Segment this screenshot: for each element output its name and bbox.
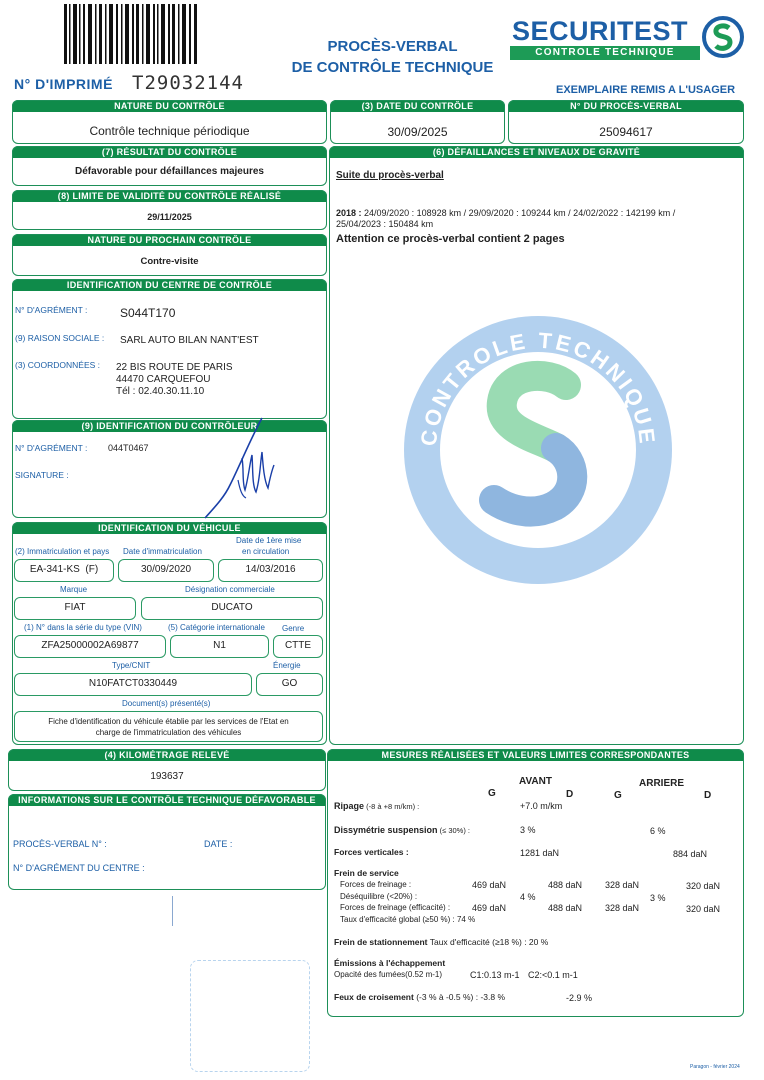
categorie-field [170, 635, 269, 658]
emissions-label: Émissions à l'échappement [334, 958, 446, 968]
genre-value: CTTE [284, 640, 312, 651]
docs-value-line1: Fiche d'identification du véhicule établie par les services de l'Etat en [48, 717, 289, 726]
kilometrage-header: (4) KILOMÉTRAGE RELEVÉ [8, 749, 326, 761]
stationnement-row [334, 937, 548, 947]
ff-arriere-g: 328 daN [605, 880, 640, 890]
premiere-label-1: Date de 1ère mise [236, 536, 302, 545]
controleur-agrement-label: N° D'AGRÉMENT : [15, 443, 88, 453]
forces-v-label: Forces verticales : [334, 847, 409, 857]
date-immat-label: Date d'immatriculation [123, 547, 202, 556]
ffe-arriere-g: 328 daN [605, 903, 640, 913]
controleur-agrement-value: 044T0467 [108, 443, 149, 453]
genre-field [273, 635, 323, 658]
energie-value: GO [281, 678, 298, 689]
dissym-avant: 3 % [520, 825, 536, 835]
ff-avant-g: 469 daN [472, 880, 507, 890]
kilometrage-value: 193637 [150, 771, 184, 782]
document-title-line2: DE CONTRÔLE TECHNIQUE [291, 59, 494, 76]
centre-raison-label: (9) RAISON SOCIALE : [15, 333, 105, 343]
deseq-arriere: 3 % [650, 893, 666, 903]
type-field [14, 673, 252, 696]
imprime-value: T29032144 [132, 72, 244, 94]
centre-coord-line3: Tél : 02.40.30.11.10 [116, 386, 205, 397]
dissym-label: Dissymétrie suspension [334, 825, 438, 835]
defavorable-pv-label: PROCÈS-VERBAL N° : [13, 839, 107, 849]
ffe-avant-g: 469 daN [472, 903, 507, 913]
centre-raison-value: SARL AUTO BILAN NANT'EST [120, 335, 259, 346]
date-controle-header: (3) DATE DU CONTRÔLE [330, 100, 505, 112]
forces-freinage-label: Forces de freinage : [340, 880, 412, 889]
barcode [62, 4, 202, 64]
frein-service-label: Frein de service [334, 868, 399, 878]
exemplaire-label: EXEMPLAIRE REMIS A L'USAGER [556, 84, 736, 96]
dissym-limit: (≤ 30%) : [437, 826, 471, 835]
watermark-top-text: CONTROLE TECHNIQUE [415, 327, 661, 448]
signature-scribble [190, 410, 300, 520]
mesures-header: MESURES RÉALISÉES ET VALEURS LIMITES CORRESPONDANTES [327, 749, 744, 761]
forces-v-arriere: 884 daN [673, 849, 708, 859]
prochain-box [12, 234, 327, 276]
categorie-label: (5) Catégorie internationale [168, 623, 265, 632]
history-line1: 24/09/2020 : 108928 km / 29/09/2020 : 109244 km / 24/02/2022 : 142199 km / [361, 208, 676, 218]
taux-global: Taux d'efficacité global (≥50 %) : 74 % [340, 915, 476, 924]
centre-coord-label: (3) COORDONNÉES : [15, 360, 101, 370]
immat-value: EA-341-KS (F) [29, 564, 99, 575]
type-label: Type/CNIT [112, 661, 151, 670]
document-title-line1: PROCÈS-VERBAL [327, 38, 458, 55]
ff-arriere-d: 320 daN [686, 881, 721, 891]
controleur-signature-label: SIGNATURE : [15, 470, 69, 480]
avant-g-label: G [488, 788, 496, 799]
ffe-avant-d: 488 daN [548, 903, 583, 913]
docs-label: Document(s) présenté(s) [122, 699, 211, 708]
prochain-value: Contre-visite [140, 256, 199, 267]
stationnement-label: Frein de stationnement [334, 937, 428, 947]
premiere-field [218, 559, 323, 582]
defaillances-history [336, 208, 736, 230]
ripage-limit: (-8 à +8 m/km) : [364, 802, 420, 811]
defaillances-suite: Suite du procès-verbal [336, 170, 444, 181]
premiere-value: 14/03/2016 [245, 564, 296, 575]
feux-row [334, 992, 505, 1002]
watermark-bottom-text: SECURITEST [441, 473, 635, 554]
stamp-placeholder [190, 960, 310, 1072]
dissym-row [334, 825, 470, 835]
designation-field [141, 597, 323, 620]
ripage-label: Ripage [334, 801, 365, 811]
num-pv-header: N° DU PROCÈS-VERBAL [508, 100, 744, 112]
defavorable-header: INFORMATIONS SUR LE CONTRÔLE TECHNIQUE DÉFAVORABLE [8, 794, 326, 806]
forces-v-avant: 1281 daN [520, 848, 560, 858]
marque-label: Marque [60, 585, 88, 594]
centre-header: IDENTIFICATION DU CENTRE DE CONTRÔLE [12, 279, 327, 291]
energie-label: Énergie [273, 661, 301, 670]
avant-d-label: D [566, 789, 574, 800]
defaillances-header: (6) DÉFAILLANCES ET NIVEAUX DE GRAVITÉ [329, 146, 744, 158]
feux-label: Feux de croisement [334, 992, 414, 1002]
footer-note: Paragon - février 2024 [690, 1064, 740, 1070]
vin-field [14, 635, 166, 658]
genre-label: Genre [282, 624, 305, 633]
nature-header: NATURE DU CONTRÔLE [12, 100, 327, 112]
opacite-label: Opacité des fumées(0.52 m-1) [334, 970, 443, 979]
limite-box [12, 190, 327, 230]
ffe-arriere-d: 320 daN [686, 904, 721, 914]
limite-header: (8) LIMITE DE VALIDITÉ DU CONTRÔLE RÉALISÉ [12, 190, 327, 202]
vin-value: ZFA25000002A69877 [41, 640, 139, 651]
immat-field [14, 559, 114, 582]
securitest-s-icon [702, 16, 744, 58]
centre-agrement-label: N° D'AGRÉMENT : [15, 305, 88, 315]
controleur-header: (9) IDENTIFICATION DU CONTRÔLEUR [12, 420, 327, 432]
limite-value: 29/11/2025 [147, 212, 192, 222]
marque-field [14, 597, 136, 620]
kilometrage-box [8, 749, 326, 791]
history-line2: 25/04/2023 : 150484 km [336, 219, 434, 229]
ff-avant-d: 488 daN [548, 880, 583, 890]
feux-limit: (-3 % à -0.5 %) : -3.8 % [413, 992, 506, 1002]
vin-label: (1) N° dans la série du type (VIN) [24, 623, 142, 632]
history-year: 2018 : [336, 208, 362, 218]
designation-value: DUCATO [211, 602, 253, 613]
date-immat-value: 30/09/2020 [140, 564, 192, 575]
opacite-c1: C1:0.13 m-1 [470, 970, 520, 980]
designation-label: Désignation commerciale [185, 585, 275, 594]
centre-coord-line2: 44470 CARQUEFOU [116, 374, 211, 385]
premiere-label-2: en circulation [242, 547, 290, 556]
feux-arriere: -2.9 % [566, 993, 593, 1003]
defavorable-date-label: DATE : [204, 839, 233, 849]
imprime-label: N° D'IMPRIMÉ [14, 76, 113, 92]
marque-value: FIAT [64, 602, 86, 613]
ripage-row [334, 801, 419, 811]
centre-agrement-value: S044T170 [120, 306, 176, 320]
stationnement-value: Taux d'efficacité (≥18 %) : 20 % [427, 937, 549, 947]
defaillances-attention: Attention ce procès-verbal contient 2 pages [336, 233, 565, 245]
vehicule-header: IDENTIFICATION DU VÉHICULE [12, 522, 327, 534]
centre-box [12, 279, 327, 419]
securitest-watermark [398, 310, 678, 590]
scan-mark [172, 896, 173, 926]
avant-label: AVANT [519, 776, 552, 787]
type-value: N10FATCT0330449 [88, 678, 178, 689]
categorie-value: N1 [213, 640, 226, 651]
resultat-header: (7) RÉSULTAT DU CONTRÔLE [12, 146, 327, 158]
docs-field [14, 711, 323, 742]
opacite-c2: C2:<0.1 m-1 [528, 970, 578, 980]
brand-name: SECURITEST [512, 16, 689, 46]
ffe-label: Forces de freinage (efficacité) : [340, 903, 451, 912]
arriere-label: ARRIERE [639, 778, 685, 789]
resultat-value: Défavorable pour défaillances majeures [75, 166, 264, 177]
arriere-g-label: G [614, 790, 622, 801]
deseq-label: Déséquilibre (<20%) : [340, 892, 418, 901]
prochain-header: NATURE DU PROCHAIN CONTRÔLE [12, 234, 327, 246]
brand-subtitle: CONTROLE TECHNIQUE [510, 46, 700, 60]
arriere-d-label: D [704, 790, 712, 801]
brand-logo [510, 16, 746, 64]
nature-value: Contrôle technique périodique [89, 124, 250, 138]
docs-value-line2: charge de l'immatriculation des véhicules [95, 728, 242, 737]
centre-coord-line1: 22 BIS ROUTE DE PARIS [116, 362, 233, 373]
defavorable-agrement-label: N° D'AGRÉMENT DU CENTRE : [13, 863, 145, 873]
num-pv-value: 25094617 [599, 125, 653, 139]
ripage-avant: +7.0 m/km [520, 801, 563, 811]
deseq-avant: 4 % [520, 892, 536, 902]
energie-field [256, 673, 323, 696]
dissym-arriere: 6 % [650, 826, 666, 836]
date-immat-field [118, 559, 214, 582]
immat-label: (2) Immatriculation et pays [15, 547, 110, 556]
date-controle-value: 30/09/2025 [387, 125, 448, 139]
